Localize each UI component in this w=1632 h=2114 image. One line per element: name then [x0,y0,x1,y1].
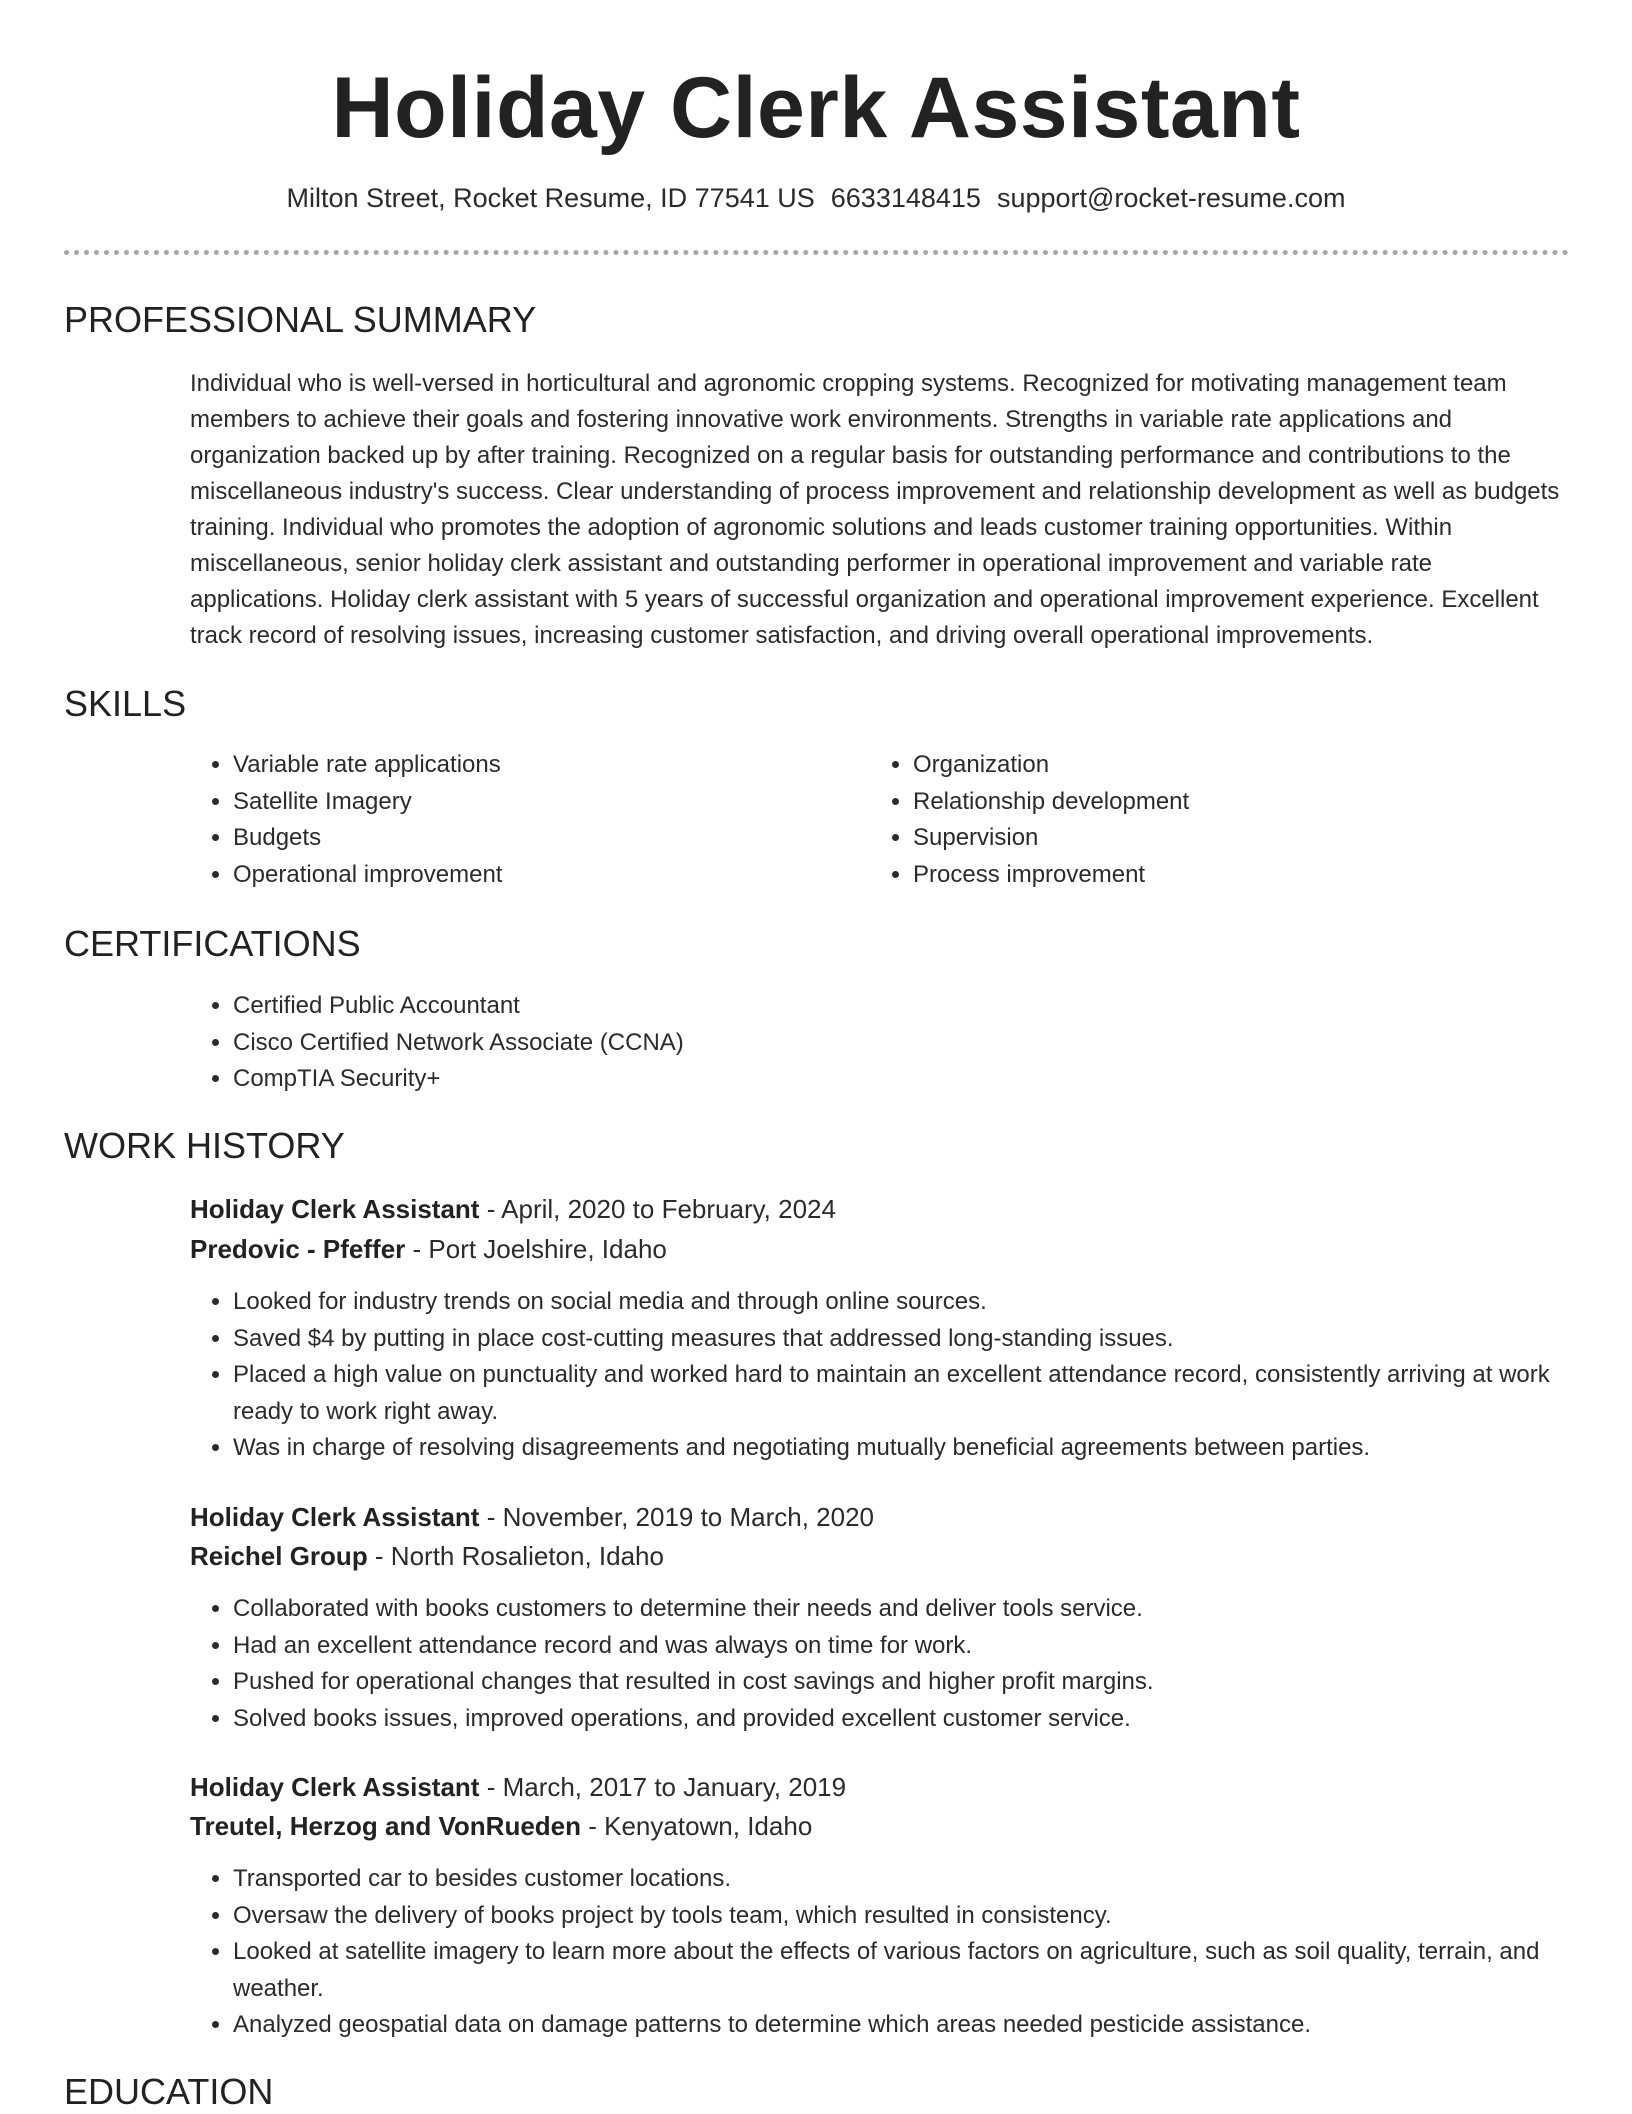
header-divider [64,250,1569,255]
skill-item: • Variable rate applications [233,747,853,784]
job-company-line [190,1536,664,1576]
job-company: Reichel Group [190,1541,368,1571]
skills-list-right [869,747,1533,893]
job-bullets [189,1591,1593,1737]
candidate-name: Holiday Clerk Assistant [331,60,1301,156]
job-company: Treutel, Herzog and VonRueden [190,1811,582,1841]
certification-item: • Cisco Certified Network Associate (CCNA) [233,1025,1613,1062]
job-bullet: • Placed a high value on punctuality and worked hard to maintain an excellent attendance record, consistently arriving at work ready to work right away. [233,1357,1593,1430]
section-title-certifications: CERTIFICATIONS [64,923,361,964]
section-title-education: EDUCATION [64,2071,274,2112]
job-company-line [190,1806,812,1846]
skill-item: • Satellite Imagery [233,784,853,821]
job-title-line [190,1189,836,1229]
job-bullet: • Solved books issues, improved operations, and provided excellent customer service. [233,1701,1593,1738]
job-location: - Kenyatown, Idaho [581,1811,813,1841]
job-company-line [190,1229,667,1269]
job-bullets [189,1861,1613,2044]
job-dates: - April, 2020 to February, 2024 [479,1194,836,1224]
job-title-line [190,1767,846,1807]
job-bullet: • Transported car to besides customer locations. [233,1861,1613,1898]
job-bullet: • Had an excellent attendance record and was always on time for work. [233,1628,1593,1665]
certification-item: • Certified Public Accountant [233,988,1613,1025]
contact-phone: 6633148415 [830,183,981,213]
job-bullet: • Looked for industry trends on social media and through online sources. [233,1284,1593,1321]
contact-address: Milton Street, Rocket Resume, ID 77541 US [286,183,815,213]
summary-text: Individual who is well-versed in horticultural and agronomic cropping systems. Recognized for motivating management team members to achieve their goals and fostering innovative work environments. Strengths in variable rate applications and organization backed up by after training. Recognized on a regular basis for outstanding performance and contributions to the miscellaneous industry's success. Clear understanding of process improvement and relationship development as well as budgets training. Individual who promotes the adoption of agronomic solutions and leads customer training opportunities. Within miscellaneous, senior holiday clerk assistant and outstanding performer in operational improvement and variable rate applications. Holiday clerk assistant with 5 years of successful organization and operational improvement experience. Excellent track record of resolving issues, increasing customer satisfaction, and driving overall operational improvements. [190,370,1560,649]
skill-item: • Organization [913,747,1533,784]
certification-item: • CompTIA Security+ [233,1061,1613,1098]
section-title-skills: SKILLS [64,683,187,724]
skill-item: • Budgets [233,820,853,857]
job-dates: - March, 2017 to January, 2019 [479,1772,847,1802]
job-role: Holiday Clerk Assistant [190,1194,480,1224]
job-bullet: • Looked at satellite imagery to learn more about the effects of various factors on agriculture, such as soil quality, terrain, and weather. [233,1934,1613,2007]
job-role: Holiday Clerk Assistant [190,1772,480,1802]
skill-item: • Operational improvement [233,857,853,894]
job-bullet: • Oversaw the delivery of books project by tools team, which resulted in consistency. [233,1898,1613,1935]
job-bullet: • Was in charge of resolving disagreements and negotiating mutually beneficial agreements between parties. [233,1430,1593,1467]
contact-line [0,180,1632,216]
job-bullets [189,1284,1593,1467]
job-role: Holiday Clerk Assistant [190,1502,480,1532]
section-title-work-history: WORK HISTORY [64,1125,345,1166]
job-bullet: • Collaborated with books customers to determine their needs and deliver tools service. [233,1591,1593,1628]
job-dates: - November, 2019 to March, 2020 [479,1502,875,1532]
job-bullet: • Saved $4 by putting in place cost-cutting measures that addressed long-standing issues. [233,1321,1593,1358]
skill-item: • Process improvement [913,857,1533,894]
skills-list-left [189,747,853,893]
job-location: - North Rosalieton, Idaho [367,1541,664,1571]
job-title-line [190,1497,874,1537]
job-bullet: • Analyzed geospatial data on damage patterns to determine which areas needed pesticide assistance. [233,2007,1613,2044]
job-company: Predovic - Pfeffer [190,1234,406,1264]
skill-item: • Supervision [913,820,1533,857]
job-location: - Port Joelshire, Idaho [405,1234,667,1264]
contact-email: support@rocket-resume.com [996,183,1346,213]
job-bullet: • Pushed for operational changes that resulted in cost savings and higher profit margins. [233,1664,1593,1701]
certifications-list [189,988,1613,1098]
section-title-summary: PROFESSIONAL SUMMARY [64,299,537,340]
skill-item: • Relationship development [913,784,1533,821]
